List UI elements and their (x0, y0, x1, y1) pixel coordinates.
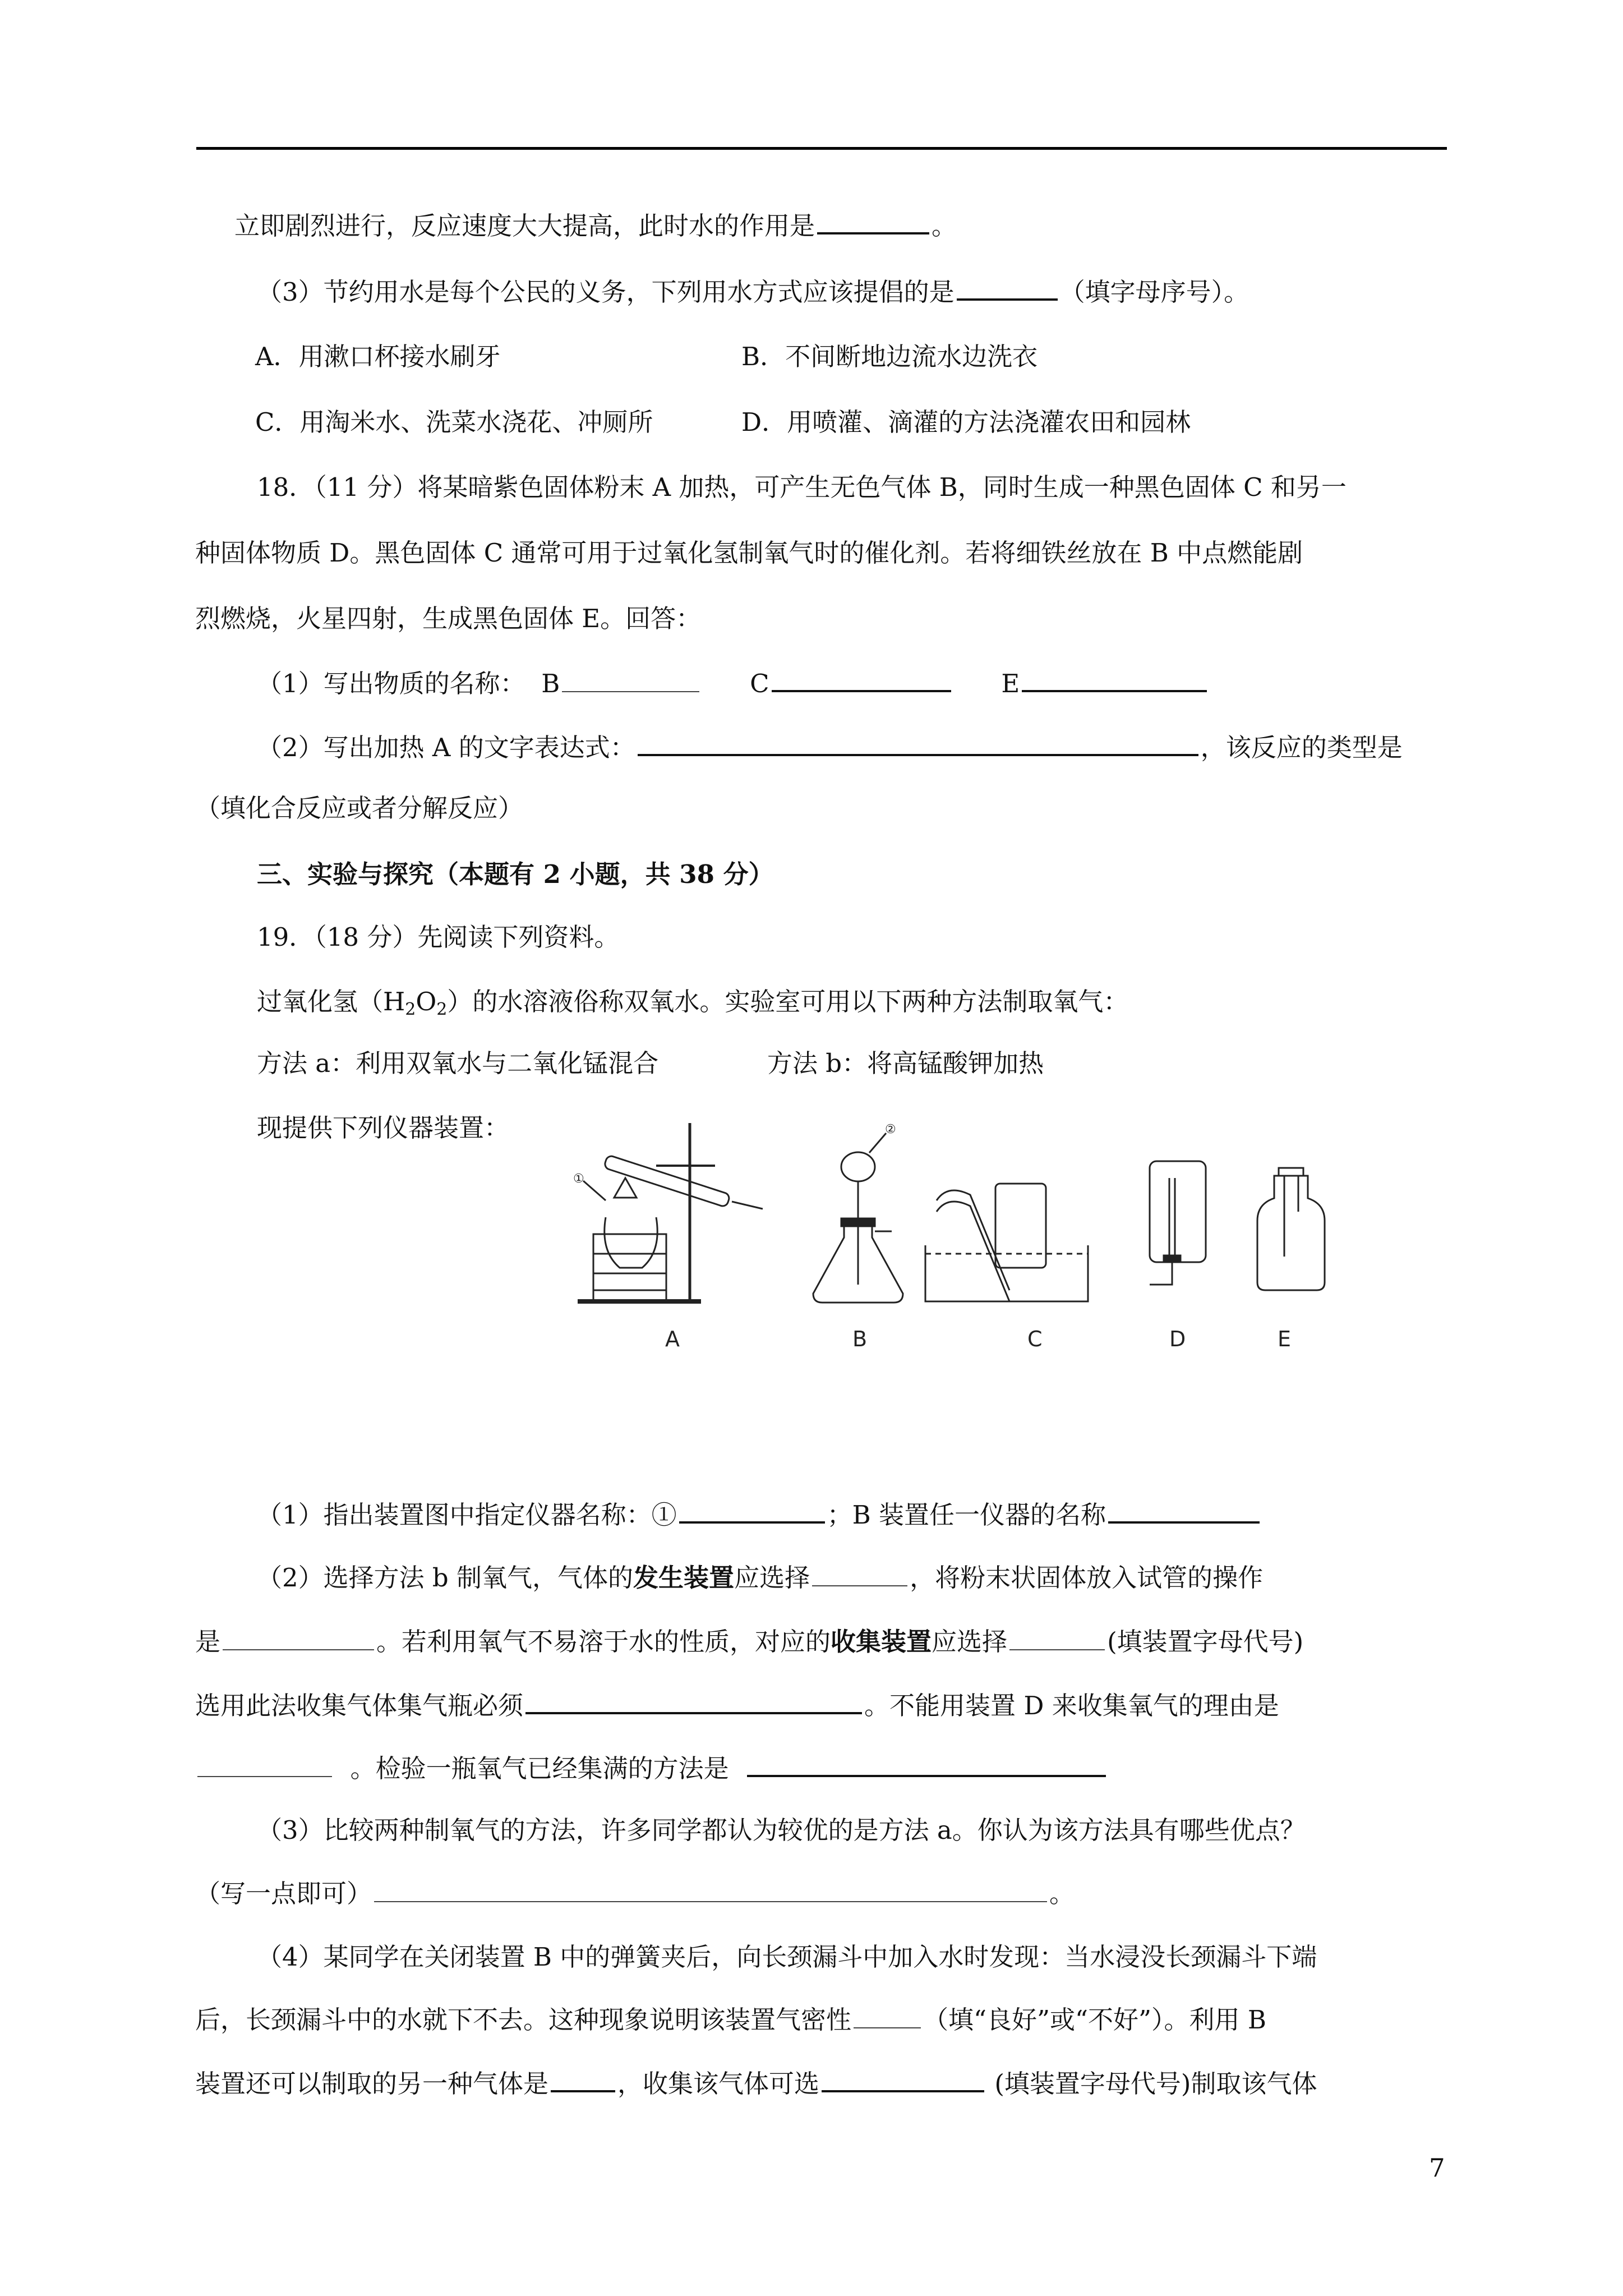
question-19-sub4-line3: 装置还可以制取的另一种气体是 ，收集该气体可选 (填装置字母代号)制取该气体 (195, 2065, 1317, 2101)
method-a: 方法 a：利用双氧水与二氧化锰混合 (257, 1048, 659, 1078)
apparatus-a (573, 1123, 763, 1301)
question-3: （3）节约用水是每个公民的义务，下列用水方式应该提倡的是 （填字母序号）。 (257, 274, 1249, 310)
method-b: 方法 b：将高锰酸钾加热 (767, 1048, 1044, 1078)
answer-blank[interactable] (525, 1687, 862, 1714)
marker-2: ② (885, 1122, 896, 1137)
question-19-sub2-line4: 。检验一瓶氧气已经集满的方法是 (195, 1750, 1108, 1786)
apparatus-b (813, 1122, 903, 1303)
answer-blank[interactable] (638, 729, 1198, 756)
question-18-sub2: （2）写出加热 A 的文字表达式： ，该反应的类型是 (257, 729, 1403, 765)
answer-blank[interactable] (957, 274, 1058, 301)
question-19-sub1: （1）指出装置图中指定仪器名称：① ；B 装置任一仪器的名称 (257, 1497, 1262, 1533)
question-18-line1: 18．（11 分）将某暗紫色固体粉末 A 加热，可产生无色气体 B，同时生成一种黑色固体 C 和另一 (257, 472, 1347, 502)
marker-1: ① (573, 1172, 584, 1186)
label-c: C (1027, 1327, 1043, 1351)
answer-blank[interactable] (1108, 1497, 1260, 1524)
answer-blank[interactable] (812, 1561, 907, 1586)
answer-blank[interactable] (747, 1750, 1106, 1777)
question-19-sub2-line3: 选用此法收集气体集气瓶必须 。不能用装置 D 来收集氧气的理由是 (195, 1687, 1279, 1723)
apparatus-e (1257, 1168, 1325, 1290)
apparatus-c (925, 1184, 1088, 1301)
text-line: 立即剧烈进行，反应速度大大提高，此时水的作用是 。 (234, 208, 957, 243)
answer-blank[interactable] (817, 208, 929, 234)
question-18-sub2-line2: （填化合反应或者分解反应） (195, 793, 524, 823)
answer-blank[interactable] (822, 2065, 984, 2092)
question-19-sub2-line1: （2）选择方法 b 制氧气，气体的发生装置应选择 ，将粉末状固体放入试管的操作 (257, 1561, 1263, 1595)
header-rule (196, 147, 1447, 150)
question-19-sub3-line2: （写一点即可） 。 (195, 1876, 1075, 1911)
apparatus-figure (572, 1116, 1368, 1352)
label-d: D (1169, 1327, 1186, 1351)
option-c: C．用淘米水、洗菜水浇花、冲厕所 (255, 407, 653, 437)
answer-blank-b[interactable] (562, 666, 699, 692)
material-text: 过氧化氢$(H_2O_2)$的水溶液俗称双氧水。实验室可用以下两种方法制取氧气： (257, 987, 1129, 1019)
answer-blank[interactable] (1009, 1625, 1105, 1650)
question-19-sub2-line2: 是 。若利用氧气不易溶于水的性质，对应的收集装置应选择 (填装置字母代号) (195, 1625, 1303, 1659)
page-number: 7 (1429, 2153, 1445, 2183)
option-b: B．不间断地边流水边洗衣 (741, 342, 1038, 371)
apparatus-d (1150, 1161, 1206, 1285)
question-18-line2: 种固体物质 D。黑色固体 C 通常可用于过氧化氢制氧气时的催化剂。若将细铁丝放在 B 中点燃能剧 (195, 538, 1303, 568)
answer-blank[interactable] (223, 1625, 374, 1650)
question-19-sub4-line2: 后，长颈漏斗中的水就下不去。这种现象说明该装置气密性 （填“良好”或“不好”）。利用 B (195, 2003, 1266, 2037)
label-e: E (1278, 1327, 1292, 1351)
question-19-sub4-line1: （4）某同学在关闭装置 B 中的弹簧夹后，向长颈漏斗中加入水时发现：当水浸没长颈漏斗下端 (257, 1942, 1317, 1972)
answer-blank-c[interactable] (772, 665, 951, 692)
question-18-sub1: （1）写出物质的名称： B C E (257, 665, 1209, 701)
answer-blank[interactable] (374, 1876, 1047, 1902)
section-heading: 三、实验与探究（本题有 2 小题，共 38 分） (257, 859, 774, 889)
question-19: 19．（18 分）先阅读下列资料。 (257, 922, 620, 952)
question-18-line3: 烈燃烧，火星四射，生成黑色固体 E。回答： (195, 604, 702, 633)
answer-blank[interactable] (197, 1751, 332, 1777)
provide-text: 现提供下列仪器装置： (257, 1113, 510, 1143)
label-a: A (665, 1327, 680, 1351)
answer-blank[interactable] (679, 1497, 825, 1524)
option-a: A．用漱口杯接水刷牙 (255, 342, 501, 371)
question-19-sub3-line1: （3）比较两种制氧气的方法，许多同学都认为较优的是方法 a。你认为该方法具有哪些优点？ (257, 1815, 1306, 1845)
option-d: D．用喷灌、滴灌的方法浇灌农田和园林 (741, 407, 1191, 437)
label-b: B (852, 1327, 868, 1351)
answer-blank[interactable] (854, 2003, 921, 2028)
answer-blank[interactable] (551, 2065, 615, 2092)
answer-blank-e[interactable] (1022, 665, 1207, 692)
